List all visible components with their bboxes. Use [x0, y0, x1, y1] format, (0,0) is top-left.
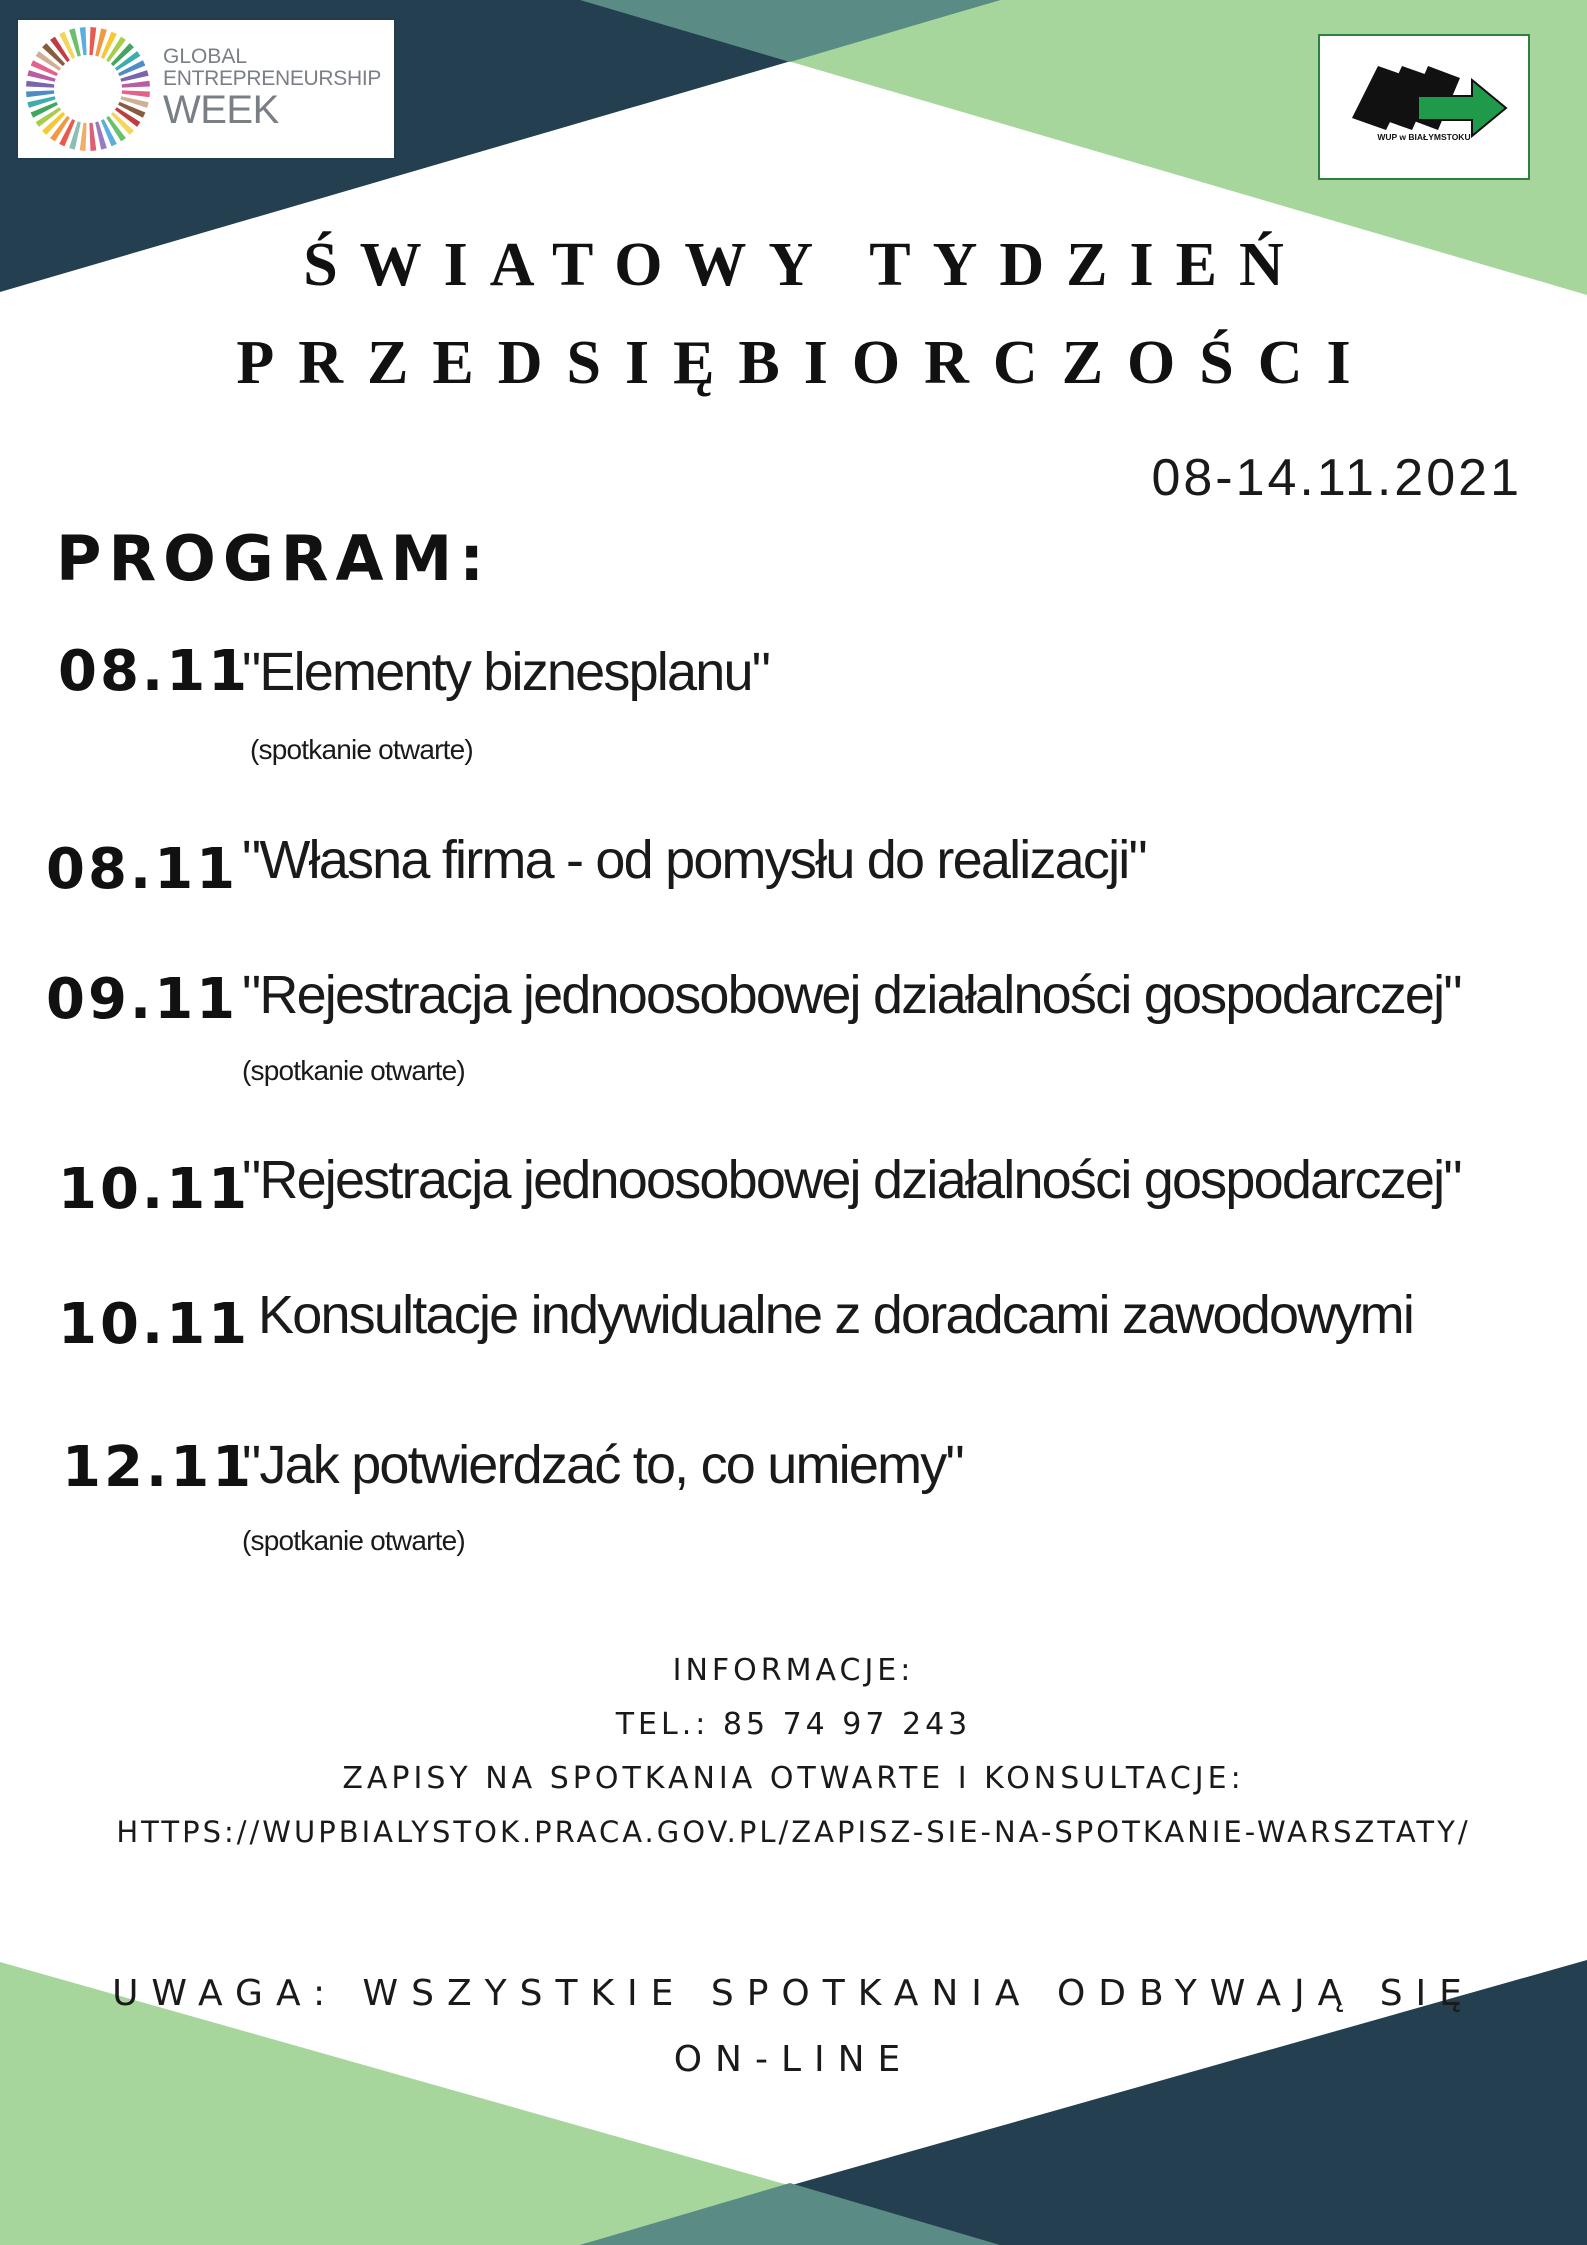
program-item-note: (spotkanie otwarte): [242, 1055, 465, 1086]
title-line-2: PRZEDSIĘBIORCZOŚCI: [236, 329, 1375, 397]
gew-ring-segment: [80, 123, 87, 151]
gew-ring-segment: [89, 123, 96, 151]
program-item-title: "Jak potwierdzać to, co umiemy": [242, 1435, 963, 1495]
online-notice-line-2: ON-LINE: [673, 2039, 914, 2080]
gew-ring-segment: [80, 27, 87, 55]
program-item-date: 10.11: [58, 1157, 251, 1222]
gew-logo-line-2: ENTREPRENEURSHIP: [163, 67, 382, 90]
program-item-note: (spotkanie otwarte): [250, 734, 473, 765]
wup-arrow-icon: [1320, 36, 1528, 178]
program-item-title: "Rejestracja jednoosobowej działalności gospodarczej": [242, 1150, 1461, 1210]
program-item-title: Konsultacje indywidualne z doradcami zawodowymi: [258, 1285, 1414, 1345]
gew-ring-segment: [122, 90, 150, 97]
program-item-date: 10.11: [58, 1292, 251, 1357]
gew-ring-icon: [18, 20, 158, 158]
gew-logo-line-1: GLOBAL: [163, 45, 248, 68]
wup-logo-text: WUP w BIAŁYMSTOKU: [1377, 132, 1471, 142]
online-notice-line-1: UWAGA: WSZYSTKIE SPOTKANIA ODBYWAJĄ SIĘ: [112, 1973, 1475, 2014]
gew-ring-segment: [122, 81, 150, 88]
program-item-title: "Elementy biznesplanu": [242, 642, 770, 702]
info-signup-label: ZAPISY NA SPOTKANIA OTWARTE I KONSULTACJE:: [342, 1761, 1245, 1796]
info-heading: INFORMACJE:: [672, 1653, 915, 1688]
global-entrepreneurship-week-logo: [18, 20, 394, 158]
wup-bialystok-logo: [1318, 34, 1530, 180]
program-item-date: 08.11: [58, 639, 251, 704]
program-item-note: (spotkanie otwarte): [242, 1525, 465, 1556]
title-line-1: ŚWIATOWY TYDZIEŃ: [303, 231, 1306, 299]
info-phone: TEL.: 85 74 97 243: [615, 1707, 972, 1742]
program-item-date: 12.11: [62, 1435, 255, 1500]
info-signup-url[interactable]: HTTPS://WUPBIALYSTOK.PRACA.GOV.PL/ZAPISZ-SIE-NA-SPOTKANIE-WARSZTATY/: [116, 1815, 1471, 1849]
gew-logo-line-3: WEEK: [163, 88, 279, 132]
program-item-date: 08.11: [46, 837, 239, 902]
program-heading: PROGRAM:: [56, 522, 491, 595]
gew-ring-segment: [89, 27, 96, 55]
gew-ring-segment: [26, 81, 54, 88]
event-date-range: 08-14.11.2021: [1151, 449, 1522, 507]
program-item-title: "Własna firma - od pomysłu do realizacji": [242, 830, 1146, 890]
gew-ring-segment: [26, 90, 54, 97]
program-item-date: 09.11: [46, 967, 239, 1032]
program-item-title: "Rejestracja jednoosobowej działalności gospodarczej": [242, 965, 1461, 1025]
